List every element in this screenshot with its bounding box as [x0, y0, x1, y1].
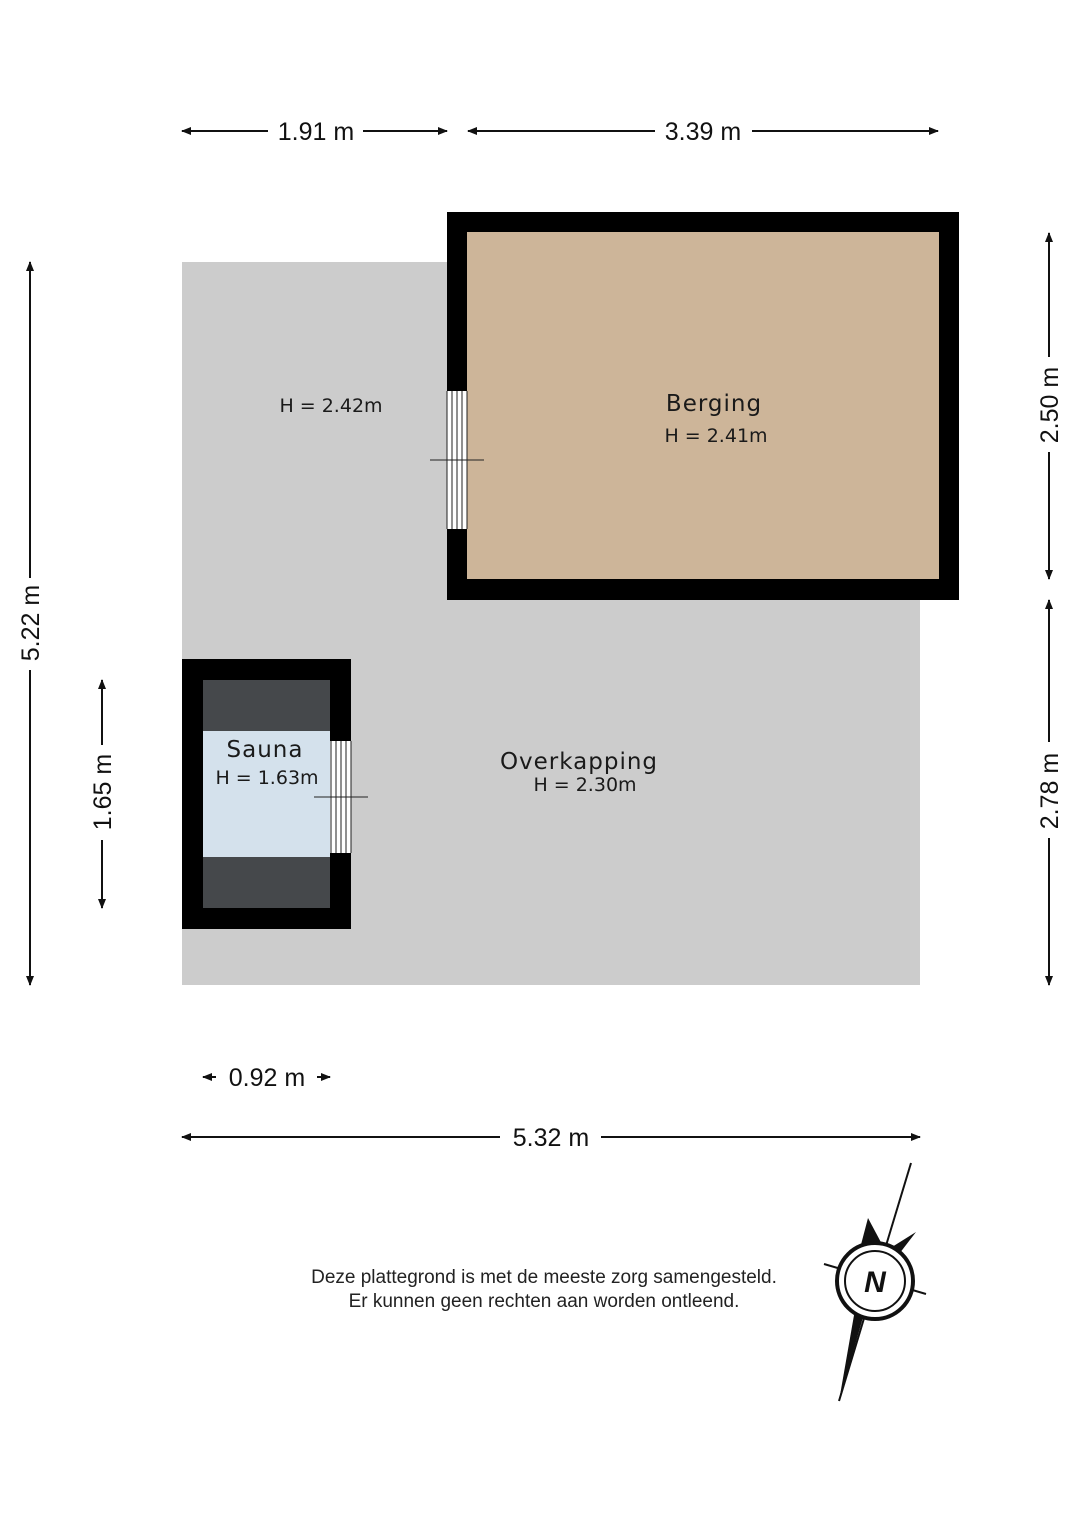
dim-bottom-total [182, 1124, 920, 1152]
dim-top-left [182, 118, 447, 146]
dim-bottom-sauna [203, 1064, 330, 1092]
sauna-height: H = 1.63m [215, 767, 319, 789]
berging-name: Berging [665, 391, 763, 417]
dim-left-sauna [89, 680, 117, 908]
overkapping-height: H = 2.30m [533, 774, 637, 796]
sauna-name: Sauna [226, 737, 304, 763]
svg-text:1.65 m: 1.65 m [89, 753, 117, 831]
svg-text:2.50 m: 2.50 m [1036, 366, 1064, 444]
dim-right-upper [1036, 233, 1064, 579]
svg-text:2.78 m: 2.78 m [1036, 752, 1064, 830]
dim-right-lower [1036, 600, 1064, 985]
svg-text:5.22 m: 5.22 m [17, 584, 45, 662]
svg-text:5.32 m: 5.32 m [512, 1124, 590, 1152]
svg-text:1.91 m: 1.91 m [277, 118, 355, 146]
overkapping-name: Overkapping [499, 749, 659, 775]
sauna-bench-bottom [203, 857, 330, 908]
compass-label: N [864, 1266, 886, 1299]
svg-text:3.39 m: 3.39 m [664, 118, 742, 146]
sauna-bench-top [203, 680, 330, 731]
berging-height: H = 2.41m [664, 425, 768, 447]
north-arrow-icon [824, 1163, 926, 1401]
disclaimer-line-2: Er kunnen geen rechten aan worden ontleend. [348, 1291, 740, 1312]
open-area-height: H = 2.42m [279, 395, 383, 417]
disclaimer-line-1: Deze plattegrond is met de meeste zorg samengesteld. [311, 1267, 777, 1288]
svg-text:0.92 m: 0.92 m [228, 1064, 306, 1092]
dim-top-right [468, 118, 938, 146]
dim-left-total [17, 262, 45, 985]
